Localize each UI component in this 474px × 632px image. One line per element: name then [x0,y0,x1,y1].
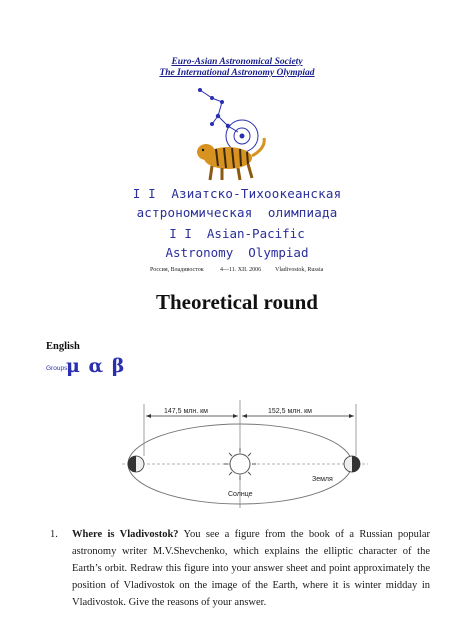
english-title [0,224,474,262]
arrow-head-right-b [349,414,354,418]
location-english: Vladivostok, Russia [275,267,324,273]
sun-label: Солнце [228,491,253,498]
groups-letters: μ α β [66,355,126,377]
groups-label: Groups [46,365,68,372]
society-name: Euro-Asian Astronomical Society [171,57,303,67]
page-title: Theoretical round [156,290,318,314]
question-number: 1. [50,529,58,540]
tiger-constellation-logo [192,88,272,188]
question-1 [50,526,430,611]
olympiad-name: The International Astronomy Olympiad [159,68,315,78]
english-title-line2: Astronomy Olympiad [165,245,309,260]
earth-right-icon [344,456,360,472]
question-heading: Where is Vladivostok? [72,529,179,540]
arrow-head-left-a [146,414,151,418]
earth-left-icon [128,456,144,472]
arrow-head-right-a [242,414,247,418]
orbit-diagram [120,396,370,508]
orbit-figure [120,396,370,508]
earth-label: Земля [312,476,333,483]
right-distance-label: 152,5 млн. км [268,408,312,415]
arrow-head-left-b [233,414,238,418]
russian-title [0,184,474,222]
society-header [0,57,474,79]
russian-title-line2: астрономическая олимпиада [136,205,338,220]
russian-title-line1: I I Азиатско-Тихоокеанская [132,186,342,201]
event-dates: 4—11. XII. 2006 [220,267,262,273]
english-title-line1: I I Asian-Pacific [169,226,305,241]
question-body [72,526,430,611]
language-label: English [46,341,80,352]
location-russian: Россия, Владивосток [150,267,204,273]
left-distance-label: 147,5 млн. км [164,408,208,415]
question-text: You see a figure from the book of a Russian popular astronomy writer M.V.Shevchenko, which explains the elliptic character of the Earth’s orbit. Redraw this figure into your answer sheet and point approximately the position of Vladivostok on the image of the Earth, where it is winter midday in Vladivostok. Give the reasons of your answer. [72,529,430,608]
